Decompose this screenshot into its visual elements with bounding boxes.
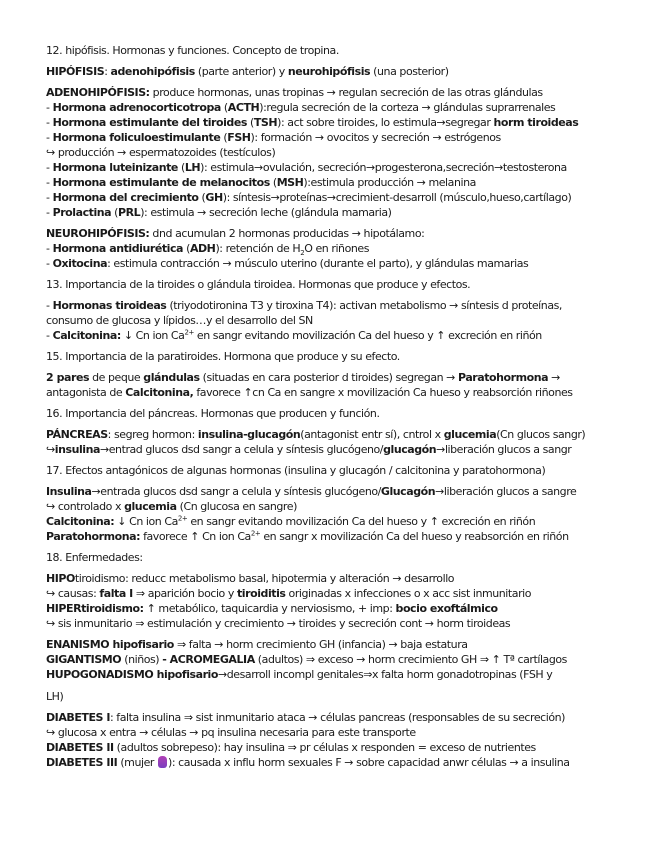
calcitonina-line-2: Calcitonina: ↓ Cn ion $Ca^{2+}$ en sangr evitando movilización Ca del hueso y ↑ excreción en riñón (46, 514, 536, 528)
pancreas-line-2: ↪insulina→entrad glucos dsd sangr a celula y síntesis glucógeno/glucagón→liberación glucos a sangr (46, 443, 572, 456)
diabetes-3-line: DIABETES III (mujer ): causada x influ horm sexuales F → sobre capacidad anwr células → a insulina (46, 756, 570, 769)
prl-line: - Prolactina (PRL): estimula → secreción leche (glándula mamaria) (46, 206, 392, 219)
hipogonadismo-line: HUPOGONADISMO hipofisario→desarroll incompl genitales⇒x falta horm gonadotropinas (FSH y (46, 668, 553, 681)
diabetes-1-line: DIABETES I: falta insulina ⇒ sist inmunitario ataca → células pancreas (responsables de su secreción) (46, 711, 565, 724)
fsh-line-2: ↪ producción → espermatozoides (testículos) (46, 146, 276, 159)
paratohormona-line: Paratohormona: favorece ↑ Cn ion $Ca^{2+}$ en sangr x movilización Ca del hueso y reabsorción en riñón (46, 529, 569, 543)
adh-line: - Hormona antidiurética (ADH): retención de $H_2O$ en riñones (46, 242, 369, 258)
diabetes-1-line-2: ↪ glucosa x entra → células → pq insulina necesaria para este transporte (46, 726, 416, 739)
calcitonina-line: - Calcitonina: ↓ Cn ion $Ca^{2+}$ en sangr evitando movilización Ca del hueso y ↑ excreción en riñón (46, 328, 542, 342)
question-18-heading: 18. Enfermedades: (46, 551, 143, 564)
question-15-heading: 15. Importancia de la paratiroides. Hormona que produce y su efecto. (46, 350, 400, 363)
msh-line: - Hormona estimulante de melanocitos (MSH):estimula producción → melanina (46, 176, 476, 189)
hipertiroidismo-line-2: ↪ sis inmunitario ⇒ estimulación y crecimiento → tiroides y secreción cont → horm tiroideas (46, 617, 511, 630)
neurohipofisis-intro: NEUROHIPÓFISIS: dnd acumulan 2 hormonas producidas → hipotálamo: (46, 227, 425, 240)
question-13-heading: 13. Importancia de la tiroides o glándula tiroidea. Hormonas que produce y efectos. (46, 278, 471, 291)
adenohipofisis-intro: ADENOHIPÓFISIS: produce hormonas, unas tropinas → regulan secreción de las otras glándulas (46, 86, 543, 99)
tiroideas-line-2: consumo de glucosa y lípidos…y el desarrollo del SN (46, 314, 313, 327)
hipotiroidismo-causas: ↪ causas: falta I ⇒ aparición bocio y tiroiditis originadas x infecciones o x acc sist inmunitario (46, 587, 532, 600)
hipotiroidismo-line: HIPOtiroidismo: reducc metabolismo basal, hipotermia y alteración → desarrollo (46, 572, 455, 585)
lh-line: - Hormona luteinizante (LH): estimula→ovulación, secreción→progesterona,secreción→testosterona (46, 161, 567, 174)
question-12-heading: 12. hipófisis. Hormonas y funciones. Concepto de tropina. (46, 44, 339, 57)
enanismo-line: ENANISMO hipofisario ⇒ falta → horm crecimiento GH (infancia) → baja estatura (46, 638, 468, 651)
tsh-line: - Hormona estimulante del tiroides (TSH): act sobre tiroides, lo estimula→segregar horm tiroideas (46, 116, 579, 129)
glucemia-line: ↪ controlado x glucemia (Cn glucosa en sangre) (46, 500, 297, 513)
pregnant-woman-icon (158, 756, 167, 768)
gigantismo-line: GIGANTISMO (niños) - ACROMEGALIA (adultos) ⇒ exceso → horm crecimiento GH ⇒ ↑ Tª cartílagos (46, 653, 567, 666)
gh-line: - Hormona del crecimiento (GH): síntesis→proteínas→crecimient-desarroll (músculo,hueso,cartílago) (46, 191, 572, 204)
paratiroides-line-2: antagonista de Calcitonina, favorece ↑cn Ca en sangre x movilización Ca hueso y reabsorción riñones (46, 386, 573, 399)
hipertiroidismo-line: HIPERtiroidismo: ↑ metabólico, taquicardia y nerviosismo, + imp: bocio exoftálmico (46, 602, 498, 615)
tiroideas-line: - Hormonas tiroideas (triyodotironina T3 y tiroxina T4): activan metabolismo → síntesis d proteínas, (46, 299, 562, 312)
diabetes-2-line: DIABETES II (adultos sobrepeso): hay insulina ⇒ pr células x responden = exceso de nutrientes (46, 741, 536, 754)
oxitocina-line: - Oxitocina: estimula contracción → músculo uterino (durante el parto), y glándulas mamarias (46, 257, 529, 270)
acth-line: - Hormona adrenocorticotropa (ACTH):regula secreción de la corteza → glándulas suprarrenales (46, 101, 556, 114)
paratiroides-line: 2 pares de peque glándulas (situadas en cara posterior d tiroides) segregan → Paratohormona → (46, 371, 560, 384)
hipofisis-line: HIPÓFISIS: adenohipófisis (parte anterior) y neurohipófisis (una posterior) (46, 65, 449, 78)
hipogonadismo-line-2: LH) (46, 690, 64, 703)
insulina-line: Insulina→entrada glucos dsd sangr a celula y síntesis glucógeno/Glucagón→liberación glucos a sangre (46, 485, 577, 498)
question-17-heading: 17. Efectos antagónicos de algunas hormonas (insulina y glucagón / calcitonina y paratohormona) (46, 464, 546, 477)
document-page (46, 43, 646, 770)
question-16-heading: 16. Importancia del páncreas. Hormonas que producen y función. (46, 407, 380, 420)
pancreas-line: PÁNCREAS: segreg hormon: insulina-glucagón(antagonist entr sí), cntrol x glucemia(Cn glucos sangr) (46, 428, 586, 441)
fsh-line: - Hormona foliculoestimulante (FSH): formación → ovocitos y secreción → estrógenos (46, 131, 501, 144)
